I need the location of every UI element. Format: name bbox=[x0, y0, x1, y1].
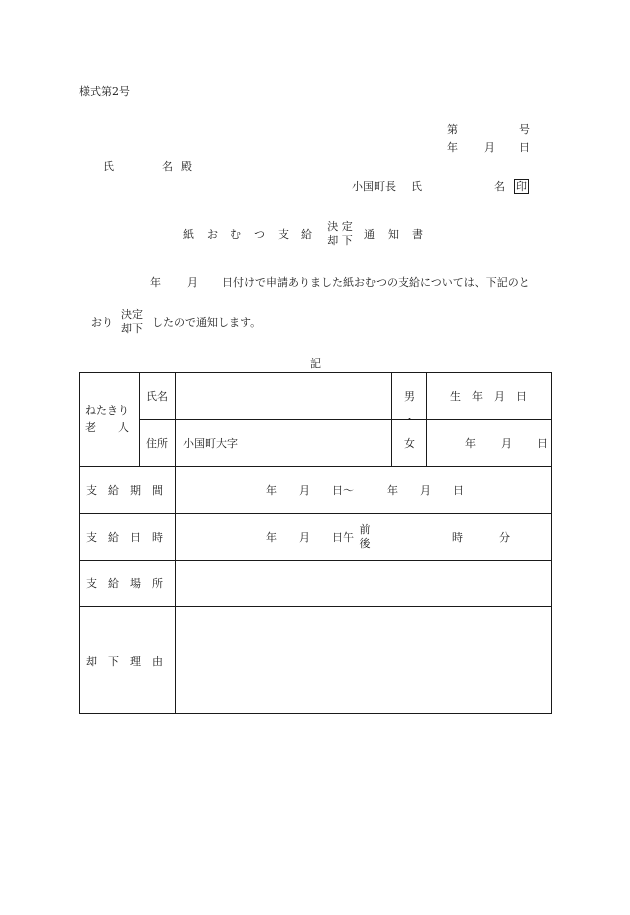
address-value: 小国町大字 bbox=[183, 437, 238, 450]
title-char-9: 書 bbox=[412, 228, 423, 241]
header-go: 号 bbox=[519, 123, 530, 136]
body-tsuki: 月 bbox=[187, 276, 198, 289]
ampm-top: 前 bbox=[359, 523, 371, 536]
birth-tsuki: 月 bbox=[501, 437, 512, 450]
place-label: 支 給 場 所 bbox=[86, 577, 163, 590]
birth-label: 生 年 月 日 bbox=[450, 390, 527, 403]
person-label-1: ねたきり bbox=[85, 404, 129, 417]
title-decision-stack bbox=[323, 220, 357, 248]
datetime-label: 支 給 日 時 bbox=[86, 531, 163, 544]
title-char-8: 知 bbox=[388, 228, 399, 241]
header-tsuki: 月 bbox=[484, 141, 495, 154]
title-char-4: つ bbox=[254, 228, 265, 241]
row-divider bbox=[139, 419, 552, 420]
name-label: 氏名 bbox=[146, 390, 168, 403]
body-line2-rest: したので通知します。 bbox=[152, 316, 262, 329]
reason-field[interactable] bbox=[180, 613, 545, 708]
addressee-dono: 殿 bbox=[181, 160, 192, 173]
row-divider bbox=[80, 560, 552, 561]
title-char-5: 支 bbox=[278, 228, 289, 241]
header-dai: 第 bbox=[447, 123, 458, 136]
header-nen: 年 bbox=[447, 141, 458, 154]
seal-box bbox=[514, 179, 529, 194]
body-nen: 年 bbox=[150, 276, 161, 289]
issuer-mei: 名 bbox=[494, 180, 505, 193]
row-divider bbox=[80, 513, 552, 514]
ampm-bottom: 後 bbox=[359, 537, 371, 550]
body-decision-top: 決定 bbox=[121, 308, 143, 321]
body-line1: 日付けで申請ありました紙おむつの支給については、下記のと bbox=[222, 276, 530, 289]
row-divider bbox=[80, 606, 552, 607]
ki-heading: 記 bbox=[310, 357, 321, 370]
birth-hi: 日 bbox=[537, 437, 548, 450]
body-decision-bottom: 却下 bbox=[121, 322, 143, 335]
title-char-7: 通 bbox=[364, 228, 375, 241]
ampm-stack bbox=[357, 523, 373, 551]
details-table bbox=[79, 372, 552, 714]
addressee-mei: 名 bbox=[162, 160, 173, 173]
row-divider bbox=[80, 466, 552, 467]
title-decision-bottom: 却 下 bbox=[327, 234, 353, 247]
title-char-1: 紙 bbox=[183, 228, 194, 241]
address-label: 住所 bbox=[146, 437, 168, 450]
gender-male: 男 bbox=[404, 390, 415, 403]
col-divider bbox=[391, 373, 392, 466]
gender-female: 女 bbox=[404, 437, 415, 450]
gender-dot: ・ bbox=[404, 413, 415, 426]
col-divider bbox=[426, 373, 427, 466]
title-char-2: お bbox=[207, 228, 218, 241]
datetime-ji: 時 bbox=[452, 531, 463, 544]
datetime-value: 年 月 日午 bbox=[266, 531, 354, 544]
title-char-6: 給 bbox=[301, 228, 312, 241]
title-char-3: む bbox=[230, 228, 241, 241]
seal-icon: 印 bbox=[516, 180, 527, 193]
datetime-fun: 分 bbox=[499, 531, 510, 544]
col-divider bbox=[175, 373, 176, 714]
issuer-title: 小国町長 bbox=[352, 180, 396, 193]
name-field[interactable] bbox=[180, 379, 385, 413]
form-number: 様式第2号 bbox=[79, 85, 130, 98]
issuer-shi: 氏 bbox=[411, 180, 422, 193]
addressee-shi: 氏 bbox=[103, 160, 114, 173]
person-label-2: 老 人 bbox=[85, 421, 129, 434]
period-value: 年 月 日〜 年 月 日 bbox=[266, 484, 464, 497]
birth-nen: 年 bbox=[465, 437, 476, 450]
header-hi: 日 bbox=[519, 141, 530, 154]
col-divider bbox=[139, 373, 140, 466]
body-decision-stack bbox=[118, 308, 146, 336]
place-field[interactable] bbox=[180, 565, 545, 601]
reason-label: 却 下 理 由 bbox=[86, 655, 163, 668]
period-label: 支 給 期 間 bbox=[86, 484, 163, 497]
title-decision-top: 決 定 bbox=[327, 220, 353, 233]
body-line2-lead: おり bbox=[91, 316, 113, 329]
